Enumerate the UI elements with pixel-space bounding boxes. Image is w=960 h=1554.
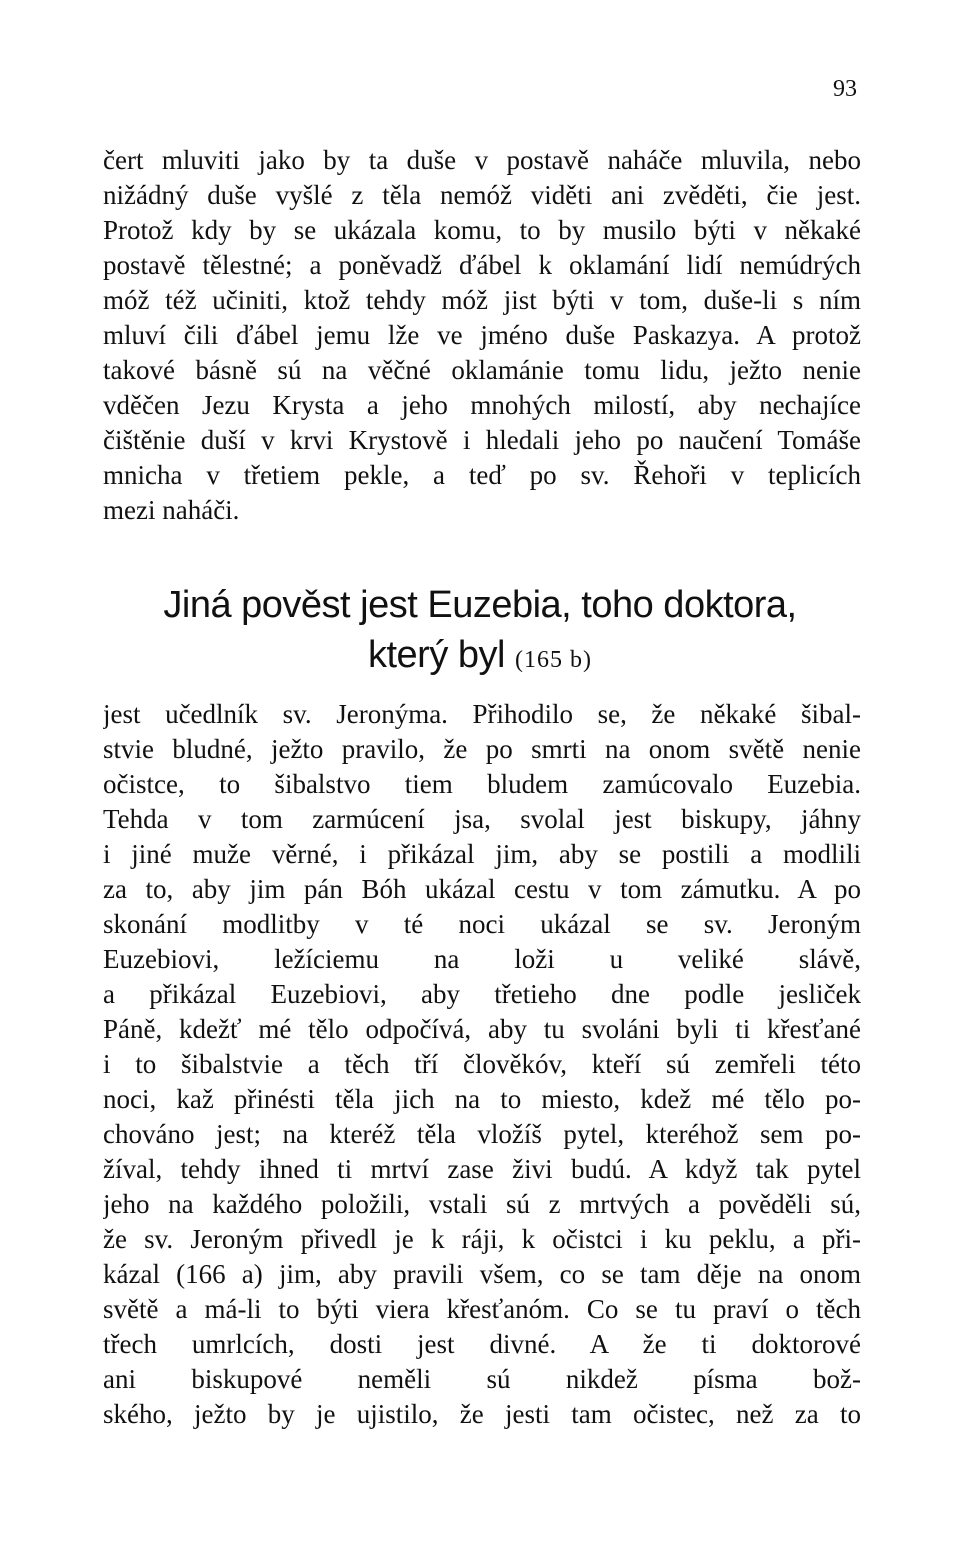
- text-line: jest učedlník sv. Jeronýma. Přihodilo se, že někaké šibal-: [103, 699, 861, 729]
- text-line: Páně, kdežť mé tělo odpočívá, aby tu svoláni byli ti křesťané: [103, 1014, 861, 1044]
- folio-reference: (165 b): [515, 647, 593, 673]
- text-line: mezi naháči.: [103, 495, 240, 525]
- page-number: 93: [833, 76, 857, 102]
- text-line: žíval, tehdy ihned ti mrtví zase živi budú. A když tak pytel: [103, 1154, 861, 1184]
- text-line: za to, aby jim pán Bóh ukázal cestu v tom zámutku. A po: [103, 874, 861, 904]
- text-line: nižádný duše vyšlé z těla nemóž viděti ani zvěděti, čie jest.: [103, 180, 861, 210]
- text-line: ského, ježto by je ujistilo, že jesti tam očistec, než za to: [103, 1399, 861, 1429]
- text-line: i to šibalstvie a těch tří člověkóv, kteří sú zemřeli této: [103, 1049, 861, 1079]
- text-line: chováno jest; na kteréž těla vložíš pytel, kteréhož sem po-: [103, 1119, 861, 1149]
- text-line: i jiné muže věrné, i přikázal jim, aby se postili a modlili: [103, 839, 861, 869]
- text-line: jeho na každého položili, vstali sú z mrtvých a pověděli sú,: [103, 1189, 861, 1219]
- text-line: světě a má-li to býti viera křesťanóm. Co se tu praví o těch: [103, 1294, 861, 1324]
- text-line: ani biskupové neměli sú nikdež písma bož-: [103, 1364, 861, 1394]
- chapter-heading-line-1: Jiná pověst jest Euzebia, toho doktora,: [163, 584, 797, 626]
- text-line: čert mluviti jako by ta duše v postavě naháče mluvila, nebo: [103, 145, 861, 175]
- text-line: Tehda v tom zarmúcení jsa, svolal jest biskupy, jáhny: [103, 804, 861, 834]
- text-line: takové básně sú na věčné oklamánie tomu lidu, ježto nenie: [103, 355, 861, 385]
- text-line: očistce, to šibalstvo tiem bludem zamúcovalo Euzebia.: [103, 769, 861, 799]
- text-line: postavě tělestné; a poněvadž ďábel k oklamání lidí nemúdrých: [103, 250, 861, 280]
- text-line: mluví čili ďábel jemu lže ve jméno duše Paskazya. A protož: [103, 320, 861, 350]
- text-line: třech umrlcích, dosti jest divné. A že ti doktorové: [103, 1329, 861, 1359]
- chapter-heading-line-2: [0, 634, 960, 677]
- text-line: stvie bludné, ježto pravilo, že po smrti na onom světě nenie: [103, 734, 861, 764]
- text-line: Protož kdy by se ukázala komu, to by musilo býti v někaké: [103, 215, 861, 245]
- text-line: a přikázal Euzebiovi, aby třetieho dne podle jesliček: [103, 979, 861, 1009]
- text-line: vděčen Jezu Krysta a jeho mnohých milostí, aby nechajíce: [103, 390, 861, 420]
- text-line: mnicha v třetiem pekle, a teď po sv. Řehoři v teplicích: [103, 460, 861, 490]
- text-line: noci, kaž přinésti těla jich na to miesto, kdež mé tělo po-: [103, 1084, 861, 1114]
- text-line: Euzebiovi, ležíciemu na loži u veliké slávě,: [103, 944, 861, 974]
- text-line: čištěnie duší v krvi Krystově i hledali jeho po naučení Tomáše: [103, 425, 861, 455]
- text-line: skonání modlitby v té noci ukázal se sv. Jeroným: [103, 909, 861, 939]
- heading-text: který byl: [367, 634, 505, 676]
- text-line: že sv. Jeroným přivedl je k ráji, k očistci i ku peklu, a při-: [103, 1224, 861, 1254]
- text-line: kázal (166 a) jim, aby pravili všem, co se tam děje na onom: [103, 1259, 861, 1289]
- text-line: móž též učiniti, ktož tehdy móž jist býti v tom, duše-li s ním: [103, 285, 861, 315]
